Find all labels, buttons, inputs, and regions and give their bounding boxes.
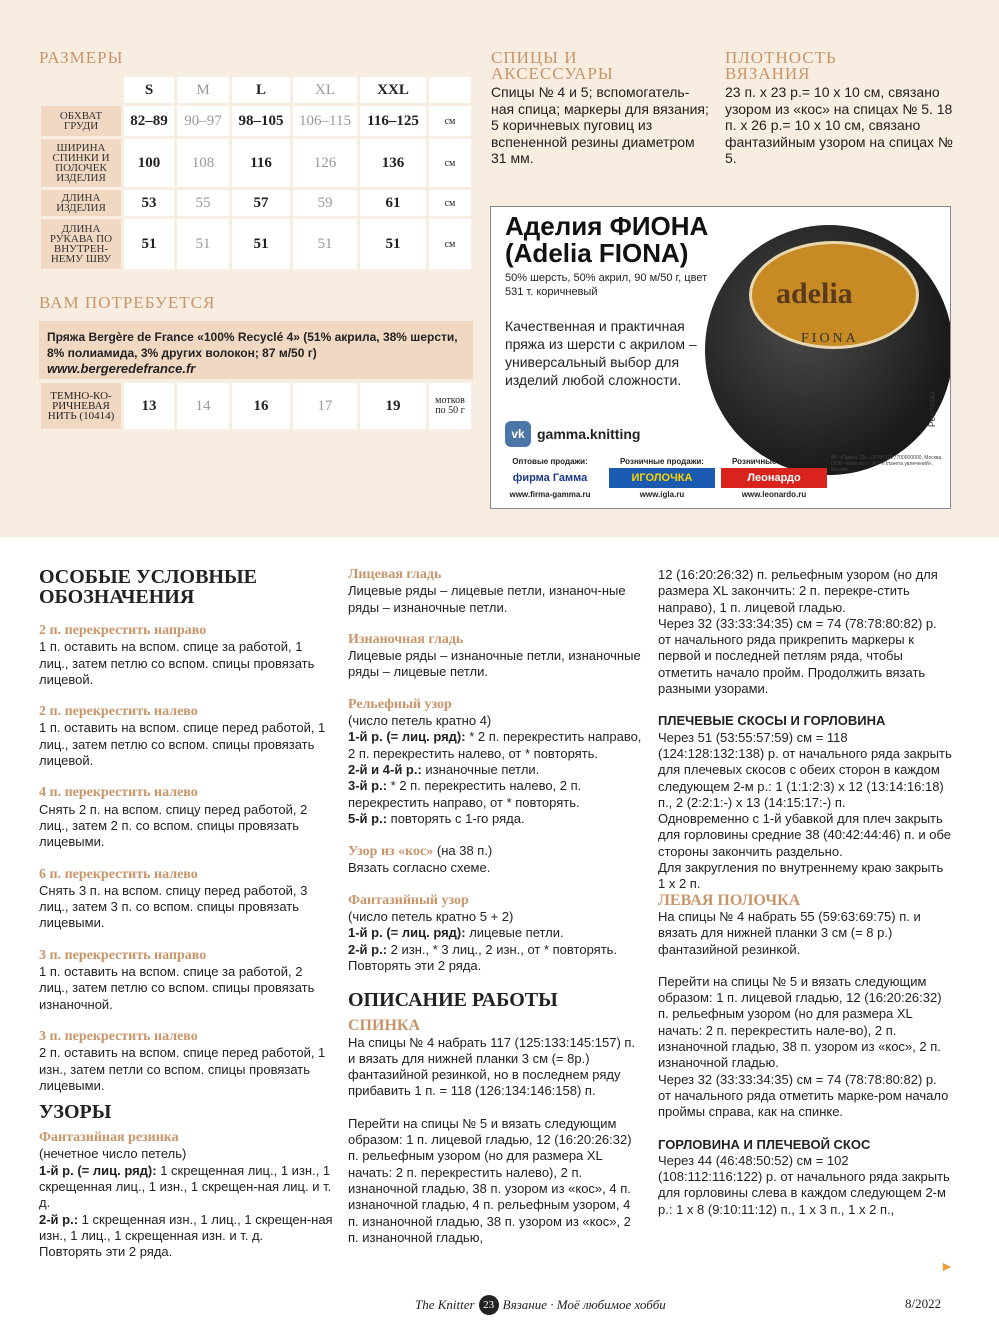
- issue-number: 8/2022: [905, 1296, 942, 1311]
- ad-marker: Реклама: [927, 391, 937, 428]
- symbol-text: 1 п. оставить на вспом. спице за работой, 1 лиц., затем петлю со вспом. спицы провязать лицевой.: [39, 639, 315, 687]
- body-text: На спицы № 4 набрать 55 (59:63:69:75) п. и вязать для нижней планки 3 см (= 8 р.) фантазийной резинкой.: [658, 908, 921, 957]
- sizes-title: РАЗМЕРЫ: [39, 48, 124, 67]
- shop-igla: [609, 457, 715, 499]
- pattern-note: Повторять эти 2 ряда.: [348, 957, 482, 973]
- magazine-tagline: Вязание · Моё любимое хобби: [502, 1297, 666, 1312]
- ad-description: Качественная и практичная пряжа из шерсти с акрилом – универсальный выбор для изделий любой сложности.: [505, 318, 697, 388]
- size-value: 53: [124, 190, 174, 216]
- symbol-text: 2 п. оставить на вспом. спице перед работой, 1 изн., затем петли со вспом. спицы провязать лицевыми.: [39, 1045, 326, 1093]
- pattern-note: (число петель кратно 5 + 2): [348, 909, 514, 925]
- symbol-text: 1 п. оставить на вспом. спице за работой, 2 лиц., затем петлю со вспом. спицы провязать изнаночной.: [39, 964, 315, 1012]
- gauge-title: ПЛОТНОСТЬ ВЯЗАНИЯ: [725, 48, 837, 83]
- symbol-head: 3 п. перекрестить направо: [39, 947, 207, 963]
- shop-url[interactable]: www.igla.ru: [639, 490, 685, 499]
- magazine-name: The Knitter: [415, 1297, 475, 1312]
- shop-url[interactable]: www.leonardo.ru: [741, 490, 807, 499]
- label-brand: adelia: [776, 277, 853, 310]
- yarn-value: 19: [360, 383, 426, 429]
- pattern-text: Лицевые ряды – лицевые петли, изнаноч-ные ряды – изнаночные петли.: [348, 583, 626, 615]
- ad-legal: АО «Гамма ТД», ОГРН 1027700000000, Москва. ООО «Камелот». АО «Планета увлечений», Москва.: [831, 455, 943, 473]
- yarn-text: Пряжа Bergère de France «100% Recyclé 4» (51% акрила, 38% шерсти, 8% полиамида, 3% других волокон; 87 м/50 г): [47, 330, 458, 360]
- symbol-text: 1 п. оставить на вспом. спице перед работой, 1 лиц., затем петлю со вспом. спицы провязать лицевой.: [39, 720, 326, 769]
- size-header: XL: [293, 77, 357, 103]
- row-label: ДЛИНА ИЗДЕЛИЯ: [41, 190, 121, 216]
- pattern-text: Лицевые ряды – изнаночные петли, изнаночные ряды – лицевые петли.: [348, 648, 641, 680]
- size-row-length: [41, 190, 471, 216]
- footer: [415, 1295, 666, 1315]
- leonardo-logo: Леонардо: [721, 468, 827, 488]
- size-value: 116–125: [360, 106, 426, 136]
- pattern-head: Изнаночная гладь: [348, 631, 464, 647]
- size-value: 61: [360, 190, 426, 216]
- ad-composition: 50% шерсть, 50% акрил, 90 м/50 г, цвет 531 т. коричневый: [505, 272, 708, 298]
- size-row-sleeve: [41, 219, 471, 269]
- pattern-head: Рельефный узор: [348, 696, 452, 712]
- shop-gamma: [497, 457, 603, 499]
- symbol-text: Снять 2 п. на вспом. спицу перед работой, 2 лиц., затем 2 п. со вспом. спицы провязать лицевыми.: [39, 801, 308, 850]
- vk-link[interactable]: [505, 421, 640, 447]
- column-1: [39, 567, 334, 1261]
- yarn-value: 14: [177, 383, 229, 429]
- shop-caption: Розничные продажи:: [732, 457, 816, 466]
- body-text: Через 32 (33:33:34:35) см = 74 (78:78:80:82) р. от начального ряда прикрепить маркеры к первой и последней петлям ряда, чтобы отметить начало пройм. Продолжить вязать разными узорами.: [658, 615, 937, 697]
- pattern-row: 1-й р. (= лиц. ряд): * 2 п. перекрестить направо, 2 п. перекрестить налево, от * повторять.: [348, 729, 642, 761]
- column-3: [658, 567, 953, 1218]
- size-value: 90–97: [177, 106, 229, 136]
- yarn-value: 17: [293, 383, 357, 429]
- pattern-head: Узор из «кос» (на 38 п.): [348, 843, 493, 860]
- row-label: ДЛИНА РУКАВА ПО ВНУТРЕН-НЕМУ ШВУ: [41, 219, 121, 269]
- continue-arrow-icon: ►: [940, 1258, 954, 1274]
- size-value: 51: [232, 219, 290, 269]
- vk-handle: gamma.knitting: [537, 426, 641, 442]
- size-value: 55: [177, 190, 229, 216]
- size-header: XXL: [360, 77, 426, 103]
- pattern-head: Лицевая гладь: [348, 567, 442, 582]
- gamma-logo: фирма Гамма: [512, 472, 588, 484]
- symbol-head: 4 п. перекрестить налево: [39, 785, 198, 801]
- pattern-row: 1-й р. (= лиц. ряд): 1 скрещенная лиц., 1 изн., 1 скрещенная лиц., 1 изн., 1 скрещен-ная лиц. и т. д.: [39, 1162, 332, 1211]
- shops-row: [497, 457, 827, 499]
- pattern-row: 1-й р. (= лиц. ряд): лицевые петли.: [348, 925, 564, 941]
- size-header: S: [124, 77, 174, 103]
- pattern-row: 2-й р.: 2 изн., * 3 лиц., 2 изн., от * повторять.: [348, 941, 618, 957]
- yarn-unit: мотков по 50 г: [429, 383, 471, 429]
- size-value: 116: [232, 139, 290, 187]
- pattern-row: 2-й р.: 1 скрещенная изн., 1 лиц., 1 скрещен-ная изн., 1 лиц., 1 скрещенная изн. и т. д.: [39, 1211, 333, 1243]
- pattern-head: Фантазийный узор: [348, 892, 469, 908]
- back-text: Перейти на спицы № 5 и вязать следующим образом: 1 п. лицевой гладью, 12 (16:20:26:32) п. рельефным узором (но для размера XL начать: 2 п. перекрестить налево), 2 п. изнаночной гладью, 38 п. узором из «кос», 4 п. изнаночной гладью, 4 п. рельефным узором, 4 п. изнаночной гладью, 38 п. узором из «кос», 2 п. изнаночной гладью,: [348, 1115, 632, 1245]
- size-value: 98–105: [232, 106, 290, 136]
- unit: см: [429, 219, 471, 269]
- row-label: ШИРИНА СПИНКИ И ПОЛОЧЕК ИЗДЕЛИЯ: [41, 139, 121, 187]
- gauge-text: 23 п. х 23 р.= 10 х 10 см, связано узором из «кос» на спицах № 5. 18 п. х 26 р.= 10 х 10 см, связано фантазийным узором на спицах № 5.: [725, 84, 953, 166]
- pattern-note: (число петель кратно 4): [348, 713, 492, 729]
- unit: см: [429, 190, 471, 216]
- back-head: СПИНКА: [348, 1017, 421, 1035]
- column-2: [348, 567, 643, 1246]
- symbols-title: ОСОБЫЕ УСЛОВНЫЕ ОБОЗНАЧЕНИЯ: [39, 566, 257, 608]
- work-title: ОПИСАНИЕ РАБОТЫ: [348, 989, 558, 1012]
- shop-url[interactable]: www.firma-gamma.ru: [509, 490, 591, 499]
- advertisement: [490, 206, 951, 509]
- pattern-row: 5-й р.: повторять с 1-го ряда.: [348, 810, 525, 826]
- igla-logo: ИГОЛОЧКА: [609, 468, 715, 488]
- size-value: 51: [360, 219, 426, 269]
- yarn-box: [39, 321, 473, 379]
- pattern-row: 2-й и 4-й р.: изнаночные петли.: [348, 761, 540, 777]
- size-value: 59: [293, 190, 357, 216]
- left-front-head: ЛЕВАЯ ПОЛОЧКА: [658, 891, 801, 909]
- unit: см: [429, 139, 471, 187]
- body-text: Через 32 (33:33:34:35) см = 74 (78:78:80:82) р. от начального ряда отметить марке-ром начало проймы справа, как на спинке.: [658, 1071, 949, 1120]
- yarn-table: [38, 380, 474, 432]
- size-value: 51: [177, 219, 229, 269]
- back-text: На спицы № 4 набрать 117 (125:133:145:157) п. и вязать для нижней планки 3 см (= 8р.) фантазийной резинкой, но в последнем ряду прибавить 1 п. = 118 (126:134:146:158) п.: [348, 1034, 636, 1099]
- row-label: ОБХВАТ ГРУДИ: [41, 106, 121, 136]
- shop-caption: Розничные продажи:: [620, 457, 704, 466]
- symbol-head: 2 п. перекрестить направо: [39, 623, 207, 638]
- vk-icon: vk: [505, 421, 531, 447]
- size-header: L: [232, 77, 290, 103]
- shop-caption: Оптовые продажи:: [512, 457, 588, 466]
- body-text: Перейти на спицы № 5 и вязать следующим образом: 1 п. лицевой гладью, 12 (16:20:26:32) п. рельефным узором (но для размера XL начать: 2 п. перекрестить нале-во), 2 п. изнаночной гладью, 38 п. узором из «кос», 2 п. изнаночной гладью.: [658, 973, 942, 1071]
- yarn-value: 16: [232, 383, 290, 429]
- yarn-value: 13: [124, 383, 174, 429]
- page-number: 23: [479, 1295, 499, 1315]
- sizes-table: [38, 74, 474, 272]
- size-header: M: [177, 77, 229, 103]
- shoulder-head: ПЛЕЧЕВЫЕ СКОСЫ И ГОРЛОВИНА: [658, 713, 886, 729]
- size-value: 106–115: [293, 106, 357, 136]
- size-value: 51: [293, 219, 357, 269]
- materials-title: ВАМ ПОТРЕБУЕТСЯ: [39, 293, 216, 312]
- size-value: 126: [293, 139, 357, 187]
- body-text: Через 51 (53:55:57:59) см = 118 (124:128:132:138) р. от начального ряда закрыть для плечевых скосов с обеих сторон в каждом следующем 2-м р.: 1 (1:1:2:3) х 12 (13:14:16:18) п., 2 (2:2:1:-) х 13 (14:15:17:-) п.: [658, 729, 952, 810]
- size-value: 82–89: [124, 106, 174, 136]
- symbol-head: 3 п. перекрестить налево: [39, 1028, 198, 1044]
- size-value: 136: [360, 139, 426, 187]
- size-row-width: [41, 139, 471, 187]
- size-value: 108: [177, 139, 229, 187]
- symbol-head: 6 п. перекрестить налево: [39, 866, 198, 882]
- pattern-note: (нечетное число петель): [39, 1146, 187, 1162]
- yarn-site: www.bergeredefrance.fr: [47, 361, 196, 376]
- ad-brand: Аделия ФИОНА (Adelia FIONA): [505, 211, 709, 268]
- size-row-chest: [41, 106, 471, 136]
- shop-leonardo: [721, 457, 827, 499]
- size-value: 51: [124, 219, 174, 269]
- body-text: Одновременно с 1-й убавкой для плеч закрыть для горловины средние 38 (40:42:44:46) п. и обе стороны закончить раздельно.: [658, 811, 952, 859]
- body-text: Через 44 (46:48:50:52) см = 102 (108:112:116:122) р. от начального ряда закрыть для горловины слева в каждом следующем 2-м р.: 1 х 8 (9:10:11:12) п., 1 х 3 п., 1 х 2 п.,: [658, 1152, 950, 1217]
- color-label: ТЕМНО-КО-РИЧНЕВАЯ НИТЬ (10414): [41, 383, 121, 429]
- neck-head: ГОРЛОВИНА И ПЛЕЧЕВОЙ СКОС: [658, 1136, 871, 1152]
- patterns-title: УЗОРЫ: [39, 1101, 112, 1124]
- pattern-note: Повторять эти 2 ряда.: [39, 1244, 173, 1260]
- unit: см: [429, 106, 471, 136]
- needles-text: Спицы № 4 и 5; вспомогатель-ная спица; маркеры для вязания; 5 коричневых пуговиц из вспененной резины диаметром 31 мм.: [491, 84, 709, 166]
- pattern-head: Фантазийная резинка: [39, 1130, 179, 1146]
- symbol-text: Снять 3 п. на вспом. спицу перед работой, 3 лиц., затем 3 п. со вспом. спицы провязать лицевыми.: [39, 882, 308, 931]
- body-text: Для закругления по внутреннему краю закрыть 1 х 2 п.: [658, 860, 944, 892]
- needles-title: СПИЦЫ И АКСЕССУАРЫ: [491, 48, 614, 83]
- size-value: 57: [232, 190, 290, 216]
- pattern-text: Вязать согласно схеме.: [348, 860, 491, 876]
- symbol-head: 2 п. перекрестить налево: [39, 704, 198, 720]
- pattern-row: 3-й р.: * 2 п. перекрестить налево, 2 п. перекрестить направо, от * повторять.: [348, 778, 582, 810]
- label-name: FIONA: [801, 331, 859, 346]
- size-value: 100: [124, 139, 174, 187]
- body-text: 12 (16:20:26:32) п. рельефным узором (но для размера XL закончить: 2 п. перекре-стить направо), 1 п. лицевой гладью.: [658, 567, 938, 615]
